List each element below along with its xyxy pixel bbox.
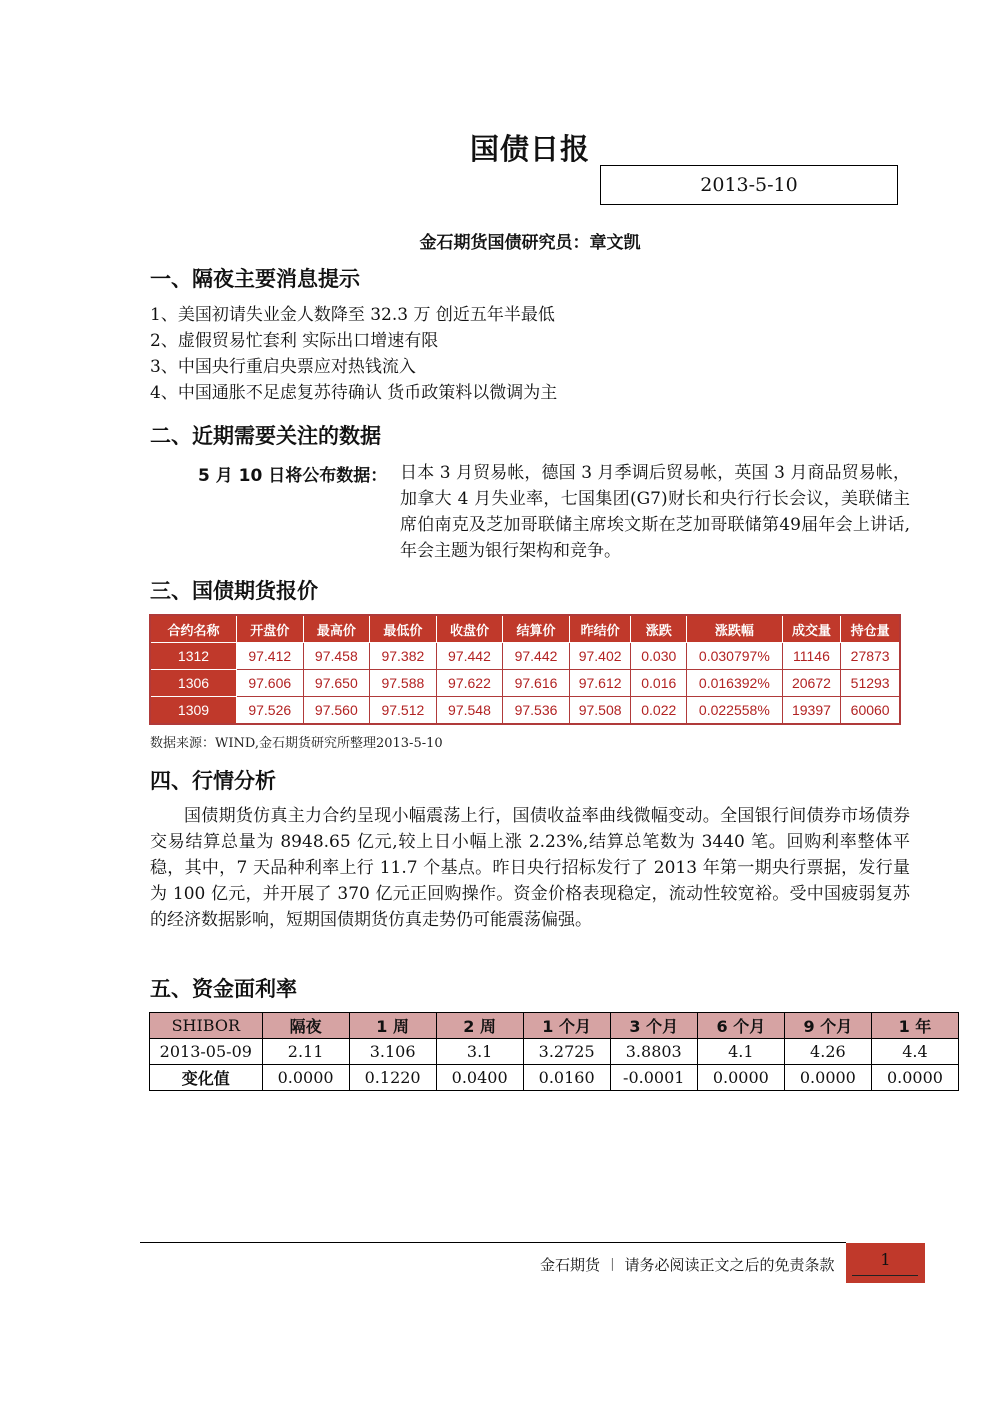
table-cell: 19397 xyxy=(782,697,841,725)
table-cell: -0.0001 xyxy=(610,1065,697,1091)
column-header: 最低价 xyxy=(370,615,437,643)
analysis-paragraph: 国债期货仿真主力合约呈现小幅震荡上行，国债收益率曲线微幅变动。全国银行间债券市场债券交易结算总量为 8948.65 亿元,较上日小幅上涨 2.23%,结算总笔数为 3440 笔。回购利率整体平稳，其中，7 天品种利率上行 11.7 个基点。昨日央行招标发行了 2013 年第一期央行票据，发行量为 100 亿元，并开展了 370 亿元正回购操作。资金价格表现稳定，流动性较宽裕。受中国疲弱复苏的经济数据影响，短期国债期货仿真走势仍可能震荡偏强。 xyxy=(150,806,910,930)
footer-divider xyxy=(140,1242,846,1243)
table-cell: 3.2725 xyxy=(523,1039,610,1065)
table-cell: 97.508 xyxy=(569,697,631,725)
table-cell: 60060 xyxy=(841,697,900,725)
column-header: 1 年 xyxy=(871,1013,958,1039)
table-row xyxy=(150,697,900,725)
table-cell: 97.458 xyxy=(303,643,370,670)
table-cell: 0.1220 xyxy=(349,1065,436,1091)
table-cell: 11146 xyxy=(782,643,841,670)
data-release-label: 5 月 10 日将公布数据： xyxy=(198,466,388,486)
table-cell: 97.512 xyxy=(370,697,437,725)
table-cell: 97.560 xyxy=(303,697,370,725)
column-header: 涨跌幅 xyxy=(687,615,783,643)
table-cell: 3.1 xyxy=(436,1039,523,1065)
column-header: 6 个月 xyxy=(697,1013,784,1039)
column-header: SHIBOR xyxy=(150,1013,263,1039)
column-header: 持仓量 xyxy=(841,615,900,643)
table-cell: 0.016 xyxy=(631,670,687,697)
news-item: 1、美国初请失业金人数降至 32.3 万 创近五年半最低 xyxy=(150,305,555,325)
author-line: 金石期货国债研究员：章文凯 xyxy=(419,233,641,253)
table-cell: 4.26 xyxy=(784,1039,871,1065)
table-cell: 0.0000 xyxy=(262,1065,349,1091)
shibor-table xyxy=(149,1012,959,1091)
row-label: 变化值 xyxy=(150,1065,263,1091)
table-row xyxy=(150,670,900,697)
news-item: 3、中国央行重启央票应对热钱流入 xyxy=(150,357,416,377)
table-row xyxy=(150,1065,959,1091)
page-number: 1 xyxy=(880,1250,891,1269)
section-heading-data: 二、近期需要关注的数据 xyxy=(150,424,381,448)
table-cell: 0.0000 xyxy=(697,1065,784,1091)
table-header-row xyxy=(150,615,900,643)
report-date: 2013-5-10 xyxy=(600,165,898,205)
table-cell: 0.022558% xyxy=(687,697,783,725)
table-cell: 97.548 xyxy=(436,697,503,725)
table-cell: 51293 xyxy=(841,670,900,697)
table-row xyxy=(150,1039,959,1065)
table-row xyxy=(150,643,900,670)
table-cell: 97.536 xyxy=(503,697,570,725)
section-heading-news: 一、隔夜主要消息提示 xyxy=(150,267,360,291)
footer-disclaimer: 金石期货 ︱ 请务必阅读正文之后的免责条款 xyxy=(540,1256,835,1274)
column-header: 成交量 xyxy=(782,615,841,643)
table-cell: 97.382 xyxy=(370,643,437,670)
news-item: 4、中国通胀不足虑复苏待确认 货币政策料以微调为主 xyxy=(150,383,558,403)
table-cell: 97.412 xyxy=(236,643,303,670)
column-header: 收盘价 xyxy=(436,615,503,643)
column-header: 昨结价 xyxy=(569,615,631,643)
table-cell: 0.030 xyxy=(631,643,687,670)
column-header: 隔夜 xyxy=(262,1013,349,1039)
page-number-underline xyxy=(852,1275,918,1276)
table-cell: 20672 xyxy=(782,670,841,697)
contract-code: 1306 xyxy=(150,670,236,697)
data-source-note: 数据来源：WIND,金石期货研究所整理2013-5-10 xyxy=(150,736,443,751)
table-cell: 97.612 xyxy=(569,670,631,697)
section-heading-analysis: 四、行情分析 xyxy=(150,769,276,793)
table-cell: 4.4 xyxy=(871,1039,958,1065)
table-cell: 97.442 xyxy=(503,643,570,670)
table-cell: 0.030797% xyxy=(687,643,783,670)
table-cell: 3.8803 xyxy=(610,1039,697,1065)
column-header: 开盘价 xyxy=(236,615,303,643)
table-cell: 97.606 xyxy=(236,670,303,697)
column-header: 9 个月 xyxy=(784,1013,871,1039)
table-cell: 97.650 xyxy=(303,670,370,697)
table-cell: 97.402 xyxy=(569,643,631,670)
table-cell: 97.622 xyxy=(436,670,503,697)
section-heading-futures: 三、国债期货报价 xyxy=(150,579,318,603)
table-cell: 0.0000 xyxy=(784,1065,871,1091)
table-cell: 3.106 xyxy=(349,1039,436,1065)
column-header: 最高价 xyxy=(303,615,370,643)
table-cell: 27873 xyxy=(841,643,900,670)
table-cell: 0.0400 xyxy=(436,1065,523,1091)
section-heading-rates: 五、资金面利率 xyxy=(150,977,297,1001)
table-cell: 0.022 xyxy=(631,697,687,725)
table-cell: 97.588 xyxy=(370,670,437,697)
contract-code: 1309 xyxy=(150,697,236,725)
column-header: 合约名称 xyxy=(150,615,236,643)
table-cell: 0.0160 xyxy=(523,1065,610,1091)
report-title: 国债日报 xyxy=(469,132,590,166)
news-list xyxy=(150,302,557,406)
table-cell: 0.016392% xyxy=(687,670,783,697)
column-header: 2 周 xyxy=(436,1013,523,1039)
news-item: 2、虚假贸易忙套利 实际出口增速有限 xyxy=(150,331,439,351)
table-cell: 97.442 xyxy=(436,643,503,670)
column-header: 1 周 xyxy=(349,1013,436,1039)
column-header: 涨跌 xyxy=(631,615,687,643)
column-header: 1 个月 xyxy=(523,1013,610,1039)
table-header-row xyxy=(150,1013,959,1039)
data-release-text: 日本 3 月贸易帐，德国 3 月季调后贸易帐，英国 3 月商品贸易帐，加拿大 4 月失业率，七国集团(G7)财长和央行行长会议，美联储主席伯南克及芝加哥联储主席埃文斯在芝加哥联储第49届年会上讲话,年会主题为银行架构和竞争。 xyxy=(400,463,910,561)
futures-quote-table xyxy=(149,614,901,725)
table-cell: 0.0000 xyxy=(871,1065,958,1091)
table-cell: 97.616 xyxy=(503,670,570,697)
table-cell: 97.526 xyxy=(236,697,303,725)
contract-code: 1312 xyxy=(150,643,236,670)
column-header: 3 个月 xyxy=(610,1013,697,1039)
table-cell: 2.11 xyxy=(262,1039,349,1065)
table-cell: 4.1 xyxy=(697,1039,784,1065)
column-header: 结算价 xyxy=(503,615,570,643)
row-label: 2013-05-09 xyxy=(150,1039,263,1065)
